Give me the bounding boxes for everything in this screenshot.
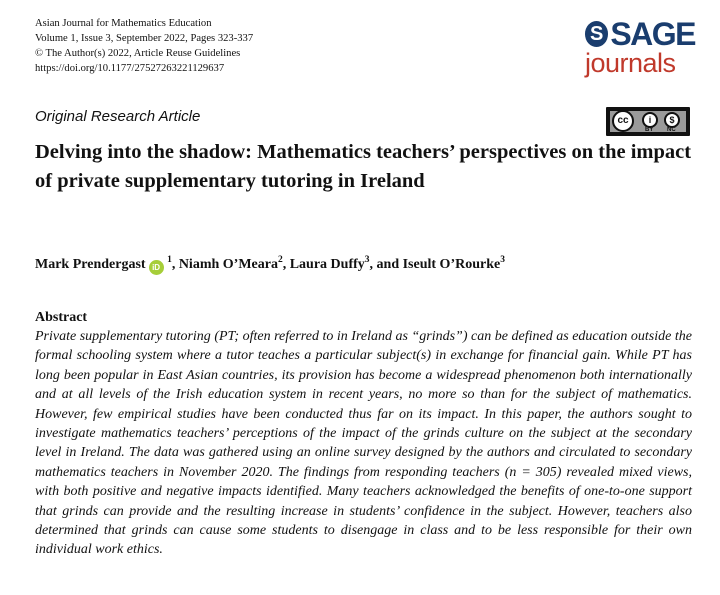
orcid-icon[interactable]: iD [149,260,164,275]
cc-license-badge[interactable] [606,107,690,136]
abstract-heading: Abstract [35,310,88,325]
journal-name: Asian Journal for Mathematics Education [35,18,212,29]
author-affiliation: 3 [364,255,370,265]
cc-by-label: BY [645,127,654,133]
article-title: Delving into the shadow: Mathematics teachers’ perspectives on the impact of private supplementary tutoring in Ireland [35,141,692,192]
copyright-line: © The Author(s) 2022, Article Reuse Guidelines [35,48,241,59]
author-affiliation: 1 [167,255,172,265]
author-name[interactable]: Mark Prendergast [35,257,146,272]
author-separator: , [282,257,290,272]
doi-link[interactable]: https://doi.org/10.1177/27527263221129637 [35,63,225,74]
author-name[interactable]: Iseult O’Rourke [402,257,501,272]
abstract-text: Private supplementary tutoring (PT; often referred to in Ireland as “grinds”) can be defined as education outside the formal schooling system where a tutor teaches a particular subject(s) in exchange for financial gain. While PT has long been popular in East Asian countries, its provision has become a widespread phenomenon both internationally and at all levels of the Irish education system in recent years, no more so than for the subject of mathematics. However, few empirical studies have been conducted thus far on its impact. In this paper, the authors sought to investigate mathematics teachers’ perceptions of the impact of the grinds culture on the subject at the secondary level in Ireland. The data was gathered using an online survey designed by the authors and circulated to secondary mathematics teachers in November 2020. The findings from responding teachers (n = 305) revealed mixed views, with both positive and negative impacts identified. Many teachers acknowledged the benefits of one-to-one support that grinds can provide and the resulting increase in students’ confidence in the subject. However, teachers also determined that grinds can cause some students to disengage in class and to be less responsible for their own individual work ethics. [35,329,692,558]
author-affiliation: 3 [500,255,505,265]
journal-issue: Volume 1, Issue 3, September 2022, Pages 323-337 [35,33,254,44]
sage-logo-icon: S [585,21,608,47]
author-separator: , [171,257,179,272]
journals-logo-word: journals [585,48,676,78]
cc-nc-label: NC [667,127,676,133]
sage-logo-word: SAGE [610,16,695,52]
article-type: Original Research Article [35,108,201,125]
author-list [35,257,505,275]
author-name[interactable]: Niamh O’Meara [178,257,278,272]
author-name[interactable]: Laura Duffy [289,257,365,272]
cc-icon: cc [612,110,634,132]
journal-metadata [35,16,253,76]
author-separator: , and [369,257,403,272]
cc-nc-icon: $ [664,112,680,128]
author-affiliation: 2 [277,255,283,265]
cc-by-icon: i [642,112,658,128]
sage-journals-logo [585,17,695,81]
